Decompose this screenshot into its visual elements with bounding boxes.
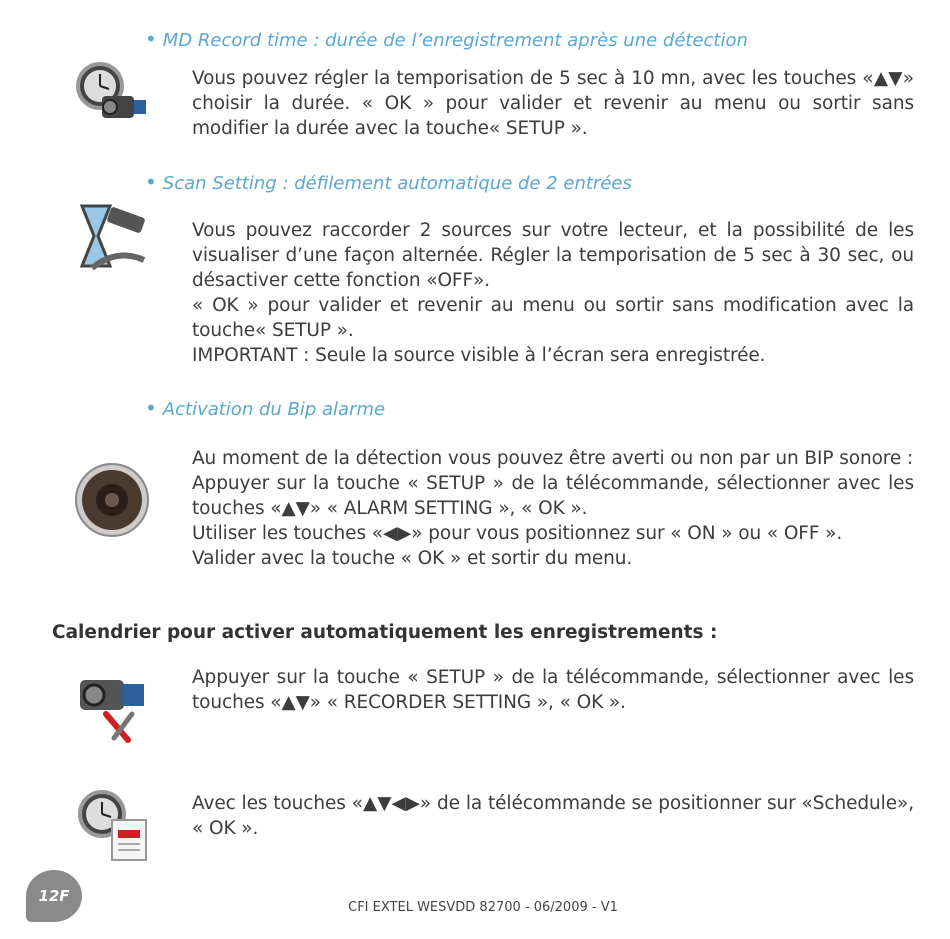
calendar-step-1 [192, 665, 914, 715]
section-body-bip-alarme [192, 446, 914, 571]
paragraph: Au moment de la détection vous pouvez être averti ou non par un BIP sonore : [192, 448, 914, 469]
paragraph: Avec les touches «▲▼◀▶» de la télécommande se positionner sur «Schedule», « OK ». [192, 793, 914, 839]
clock-camera-icon [72, 56, 152, 136]
paragraph: « OK » pour valider et revenir au menu ou sortir sans modification avec la touche« SETUP ». [192, 295, 914, 341]
section-title-scan-setting: • Scan Setting : défilement automatique de 2 entrées [145, 170, 632, 194]
paragraph: Appuyer sur la touche « SETUP » de la télécommande, sélectionner avec les touches «▲▼» « RECORDER SETTING », « OK ». [192, 667, 914, 713]
calendar-step-2 [192, 791, 914, 841]
speaker-icon [72, 460, 152, 540]
page-number-badge: 12F [26, 870, 82, 922]
section-body-md-record [192, 66, 914, 141]
footer-text: CFI EXTEL WESVDD 82700 - 06/2009 - V1 [348, 900, 618, 915]
hourglass-camera-icon [72, 198, 152, 278]
paragraph: Appuyer sur la touche « SETUP » de la télécommande, sélectionner avec les touches «▲▼» « ALARM SETTING », « OK ». [192, 473, 914, 519]
section-title-bip-alarme: • Activation du Bip alarme [145, 396, 386, 420]
paragraph: IMPORTANT : Seule la source visible à l’écran sera enregistrée. [192, 345, 766, 366]
calendar-heading: Calendrier pour activer automatiquement les enregistrements : [52, 622, 718, 643]
section-title-md-record: • MD Record time : durée de l’enregistrement après une détection [145, 27, 748, 51]
section-body-scan-setting [192, 218, 914, 368]
paragraph: Valider avec la touche « OK » et sortir du menu. [192, 548, 633, 569]
paragraph: Utiliser les touches «◀▶» pour vous positionnez sur « ON » ou « OFF ». [192, 523, 843, 544]
paragraph: Vous pouvez raccorder 2 sources sur votre lecteur, et la possibilité de les visualiser d’une façon alternée. Régler la temporisation de 5 sec à 30 sec, ou désactiver cette fonction «OFF». [192, 220, 914, 291]
paragraph: Vous pouvez régler la temporisation de 5 sec à 10 mn, avec les touches «▲▼» choisir la durée. « OK » pour valider et revenir au menu ou sortir sans modifier la durée avec la touche« SETUP ». [192, 68, 914, 139]
clock-document-icon [72, 786, 152, 866]
camera-wrench-icon [72, 666, 152, 746]
